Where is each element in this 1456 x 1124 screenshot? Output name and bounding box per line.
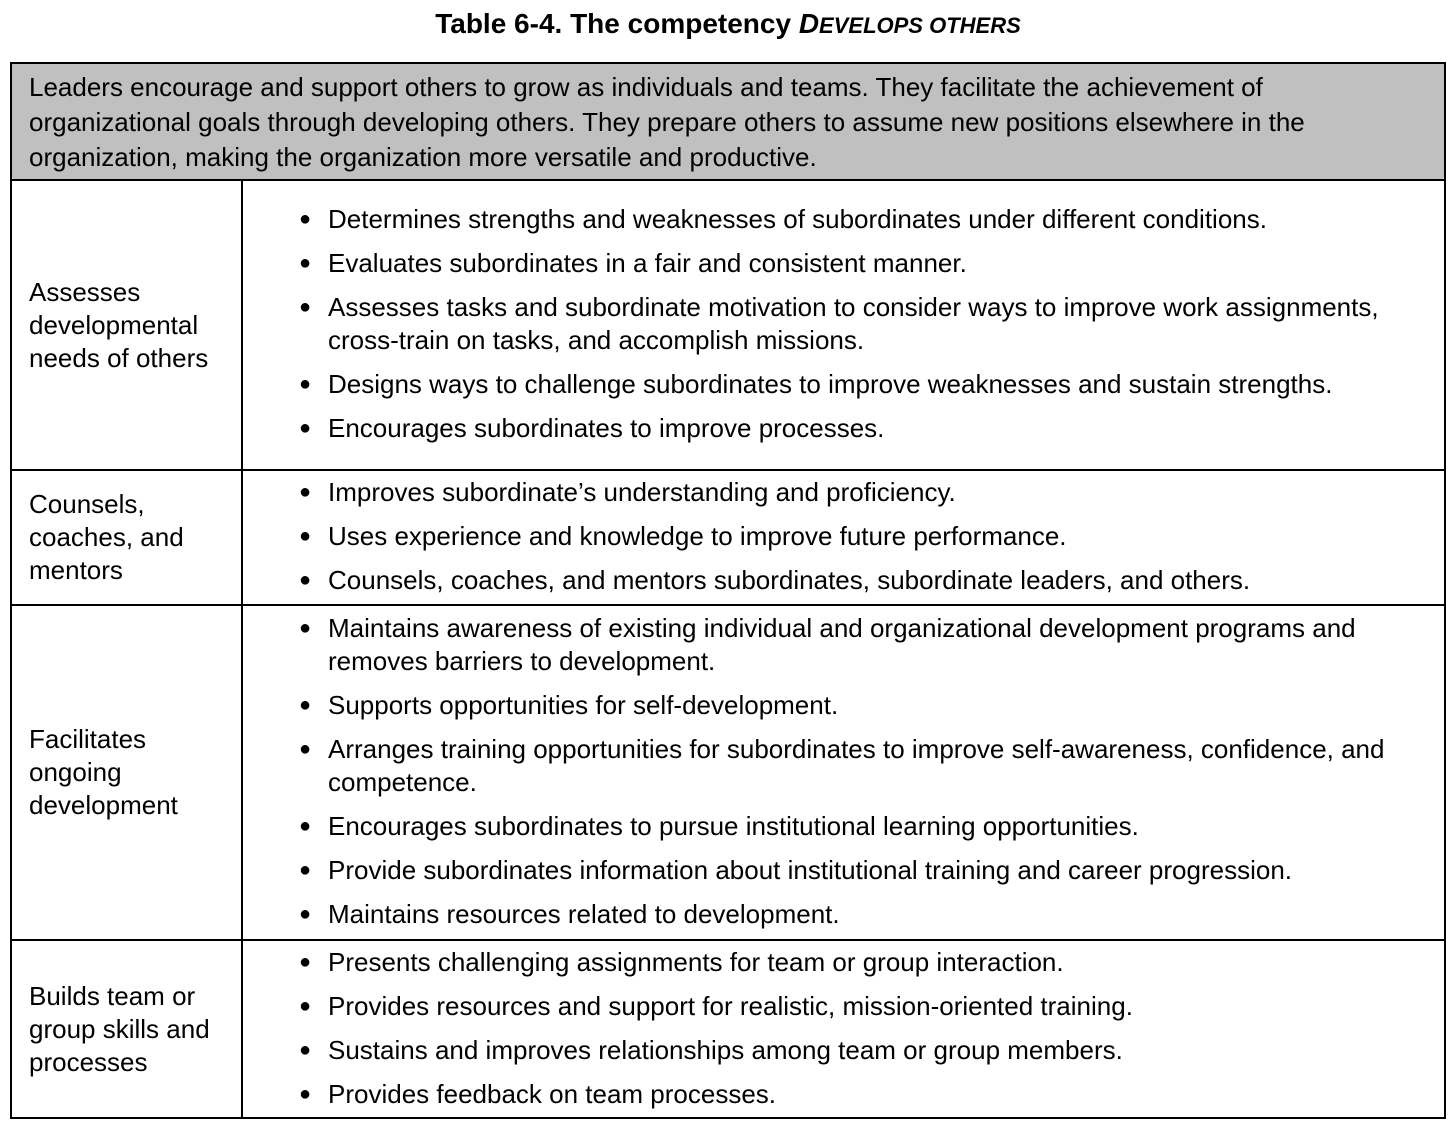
bullet-icon: ● bbox=[298, 569, 312, 591]
bullet-icon: ● bbox=[298, 1082, 312, 1105]
action-text: Arranges training opportunities for subordinates to improve self-awareness, confidence, and competence. bbox=[328, 734, 1385, 797]
competency-name-rest: EVELOPS OTHERS bbox=[819, 13, 1021, 38]
action-text: Sustains and improves relationships among team or group members. bbox=[328, 1034, 1123, 1065]
bullet-icon: ● bbox=[298, 738, 312, 760]
component-label: Builds team or group skills and processes bbox=[11, 940, 242, 1118]
bullet-icon: ● bbox=[298, 859, 312, 881]
bullet-icon: ● bbox=[298, 252, 312, 274]
action-text: Assesses tasks and subordinate motivation to consider ways to improve work assignments, cross-train on tasks, and accomplish missions. bbox=[328, 292, 1379, 355]
action-text: Provides feedback on team processes. bbox=[328, 1078, 777, 1109]
list-item bbox=[243, 733, 1434, 799]
list-item bbox=[243, 520, 1434, 553]
list-item bbox=[243, 854, 1434, 887]
bullet-icon: ● bbox=[298, 617, 312, 639]
action-text: Evaluates subordinates in a fair and consistent manner. bbox=[328, 248, 967, 278]
table-row bbox=[11, 180, 1445, 470]
action-text: Designs ways to challenge subordinates to improve weaknesses and sustain strengths. bbox=[328, 369, 1333, 399]
actions-cell bbox=[242, 470, 1445, 605]
action-text: Supports opportunities for self-development. bbox=[328, 690, 839, 720]
action-text: Improves subordinate’s understanding and proficiency. bbox=[328, 477, 956, 507]
action-text: Presents challenging assignments for team or group interaction. bbox=[328, 946, 1064, 977]
list-item bbox=[243, 476, 1434, 509]
list-item bbox=[243, 990, 1434, 1023]
bullet-icon: ● bbox=[298, 525, 312, 547]
list-item bbox=[243, 810, 1434, 843]
table-row bbox=[11, 605, 1445, 940]
bullet-icon: ● bbox=[298, 417, 312, 439]
component-label: Assesses developmental needs of others bbox=[11, 180, 242, 470]
list-item bbox=[243, 689, 1434, 722]
summary-row bbox=[11, 63, 1445, 180]
list-item bbox=[243, 898, 1434, 931]
bullet-icon: ● bbox=[298, 1038, 312, 1061]
bullet-icon: ● bbox=[298, 994, 312, 1017]
actions-cell bbox=[242, 940, 1445, 1118]
bullet-icon: ● bbox=[298, 694, 312, 716]
list-item bbox=[243, 564, 1434, 597]
action-list bbox=[243, 203, 1434, 445]
action-text: Encourages subordinates to pursue institutional learning opportunities. bbox=[328, 811, 1139, 841]
list-item bbox=[243, 946, 1434, 979]
table-row bbox=[11, 940, 1445, 1118]
competency-name-initial: D bbox=[798, 8, 820, 39]
action-text: Encourages subordinates to improve processes. bbox=[328, 413, 885, 443]
component-label: Counsels, coaches, and mentors bbox=[11, 470, 242, 605]
competency-table bbox=[10, 62, 1446, 1119]
action-text: Maintains resources related to development. bbox=[328, 899, 840, 929]
action-text: Uses experience and knowledge to improve future performance. bbox=[328, 521, 1067, 551]
list-item bbox=[243, 1078, 1434, 1111]
bullet-icon: ● bbox=[298, 815, 312, 837]
list-item bbox=[243, 368, 1434, 401]
bullet-icon: ● bbox=[298, 950, 312, 973]
bullet-icon: ● bbox=[298, 208, 312, 230]
action-text: Determines strengths and weaknesses of subordinates under different conditions. bbox=[328, 204, 1267, 234]
table-row bbox=[11, 470, 1445, 605]
bullet-icon: ● bbox=[298, 481, 312, 503]
bullet-icon: ● bbox=[298, 903, 312, 925]
list-item bbox=[243, 203, 1434, 236]
actions-cell bbox=[242, 605, 1445, 940]
action-text: Provides resources and support for realistic, mission-oriented training. bbox=[328, 990, 1133, 1021]
list-item bbox=[243, 247, 1434, 280]
action-list bbox=[243, 612, 1434, 931]
list-item bbox=[243, 291, 1434, 357]
list-item bbox=[243, 612, 1434, 678]
bullet-icon: ● bbox=[298, 373, 312, 395]
bullet-icon: ● bbox=[298, 296, 312, 318]
list-item bbox=[243, 412, 1434, 445]
action-text: Counsels, coaches, and mentors subordinates, subordinate leaders, and others. bbox=[328, 565, 1251, 595]
actions-cell bbox=[242, 180, 1445, 470]
list-item bbox=[243, 1034, 1434, 1067]
component-label: Facilitates ongoing development bbox=[11, 605, 242, 940]
table-title bbox=[0, 2, 1456, 48]
competency-summary: Leaders encourage and support others to grow as individuals and teams. They facilitate the achievement of organizational goals through developing others. They prepare others to assume new positions elsewhere in the organization, making the organization more versatile and productive. bbox=[11, 63, 1445, 180]
action-list bbox=[243, 476, 1434, 597]
action-text: Maintains awareness of existing individual and organizational development programs and removes barriers to development. bbox=[328, 613, 1356, 676]
table-title-prefix: Table 6-4. The competency bbox=[435, 8, 799, 39]
action-list bbox=[243, 946, 1434, 1111]
action-text: Provide subordinates information about institutional training and career progression. bbox=[328, 855, 1293, 885]
